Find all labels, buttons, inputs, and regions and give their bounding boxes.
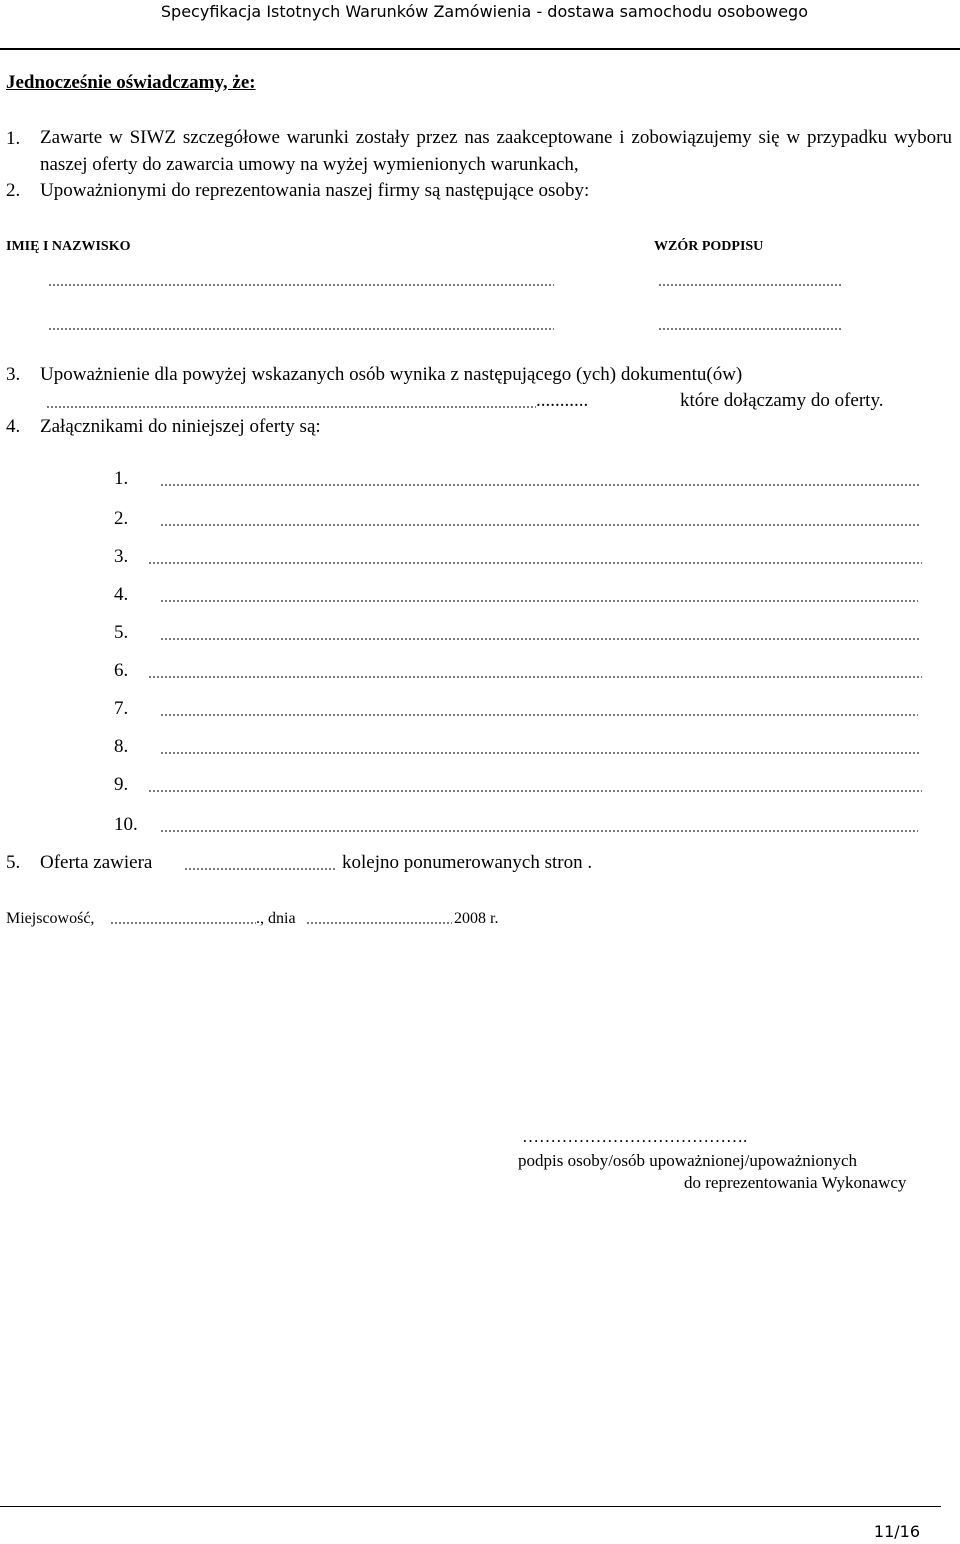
attachment-1-number: 1. bbox=[114, 468, 129, 489]
attachment-4-number: 4. bbox=[114, 584, 129, 605]
attachment-8-line bbox=[160, 752, 920, 754]
header-title: Specyfikacja Istotnych Warunków Zamówienia - dostawa samochodu osobowego bbox=[160, 2, 808, 21]
attachment-3-line bbox=[148, 562, 922, 564]
attachment-5-number: 5. bbox=[114, 622, 129, 643]
date-line bbox=[306, 922, 452, 924]
signature-line-1 bbox=[658, 284, 842, 286]
attachment-9-line bbox=[148, 790, 922, 792]
place-label: Miejscowość, bbox=[6, 910, 95, 927]
date-label: ., dnia bbox=[256, 910, 296, 927]
attachment-9-number: 9. bbox=[114, 774, 129, 795]
item-3-text: Upoważnienie dla powyżej wskazanych osób wynika z następującego (ych) dokumentu(ów) bbox=[40, 364, 743, 385]
item-1-number: 1. bbox=[6, 128, 21, 149]
attachment-7-line bbox=[160, 714, 918, 716]
signature-dots: …………………………………. bbox=[522, 1127, 748, 1146]
item-4-number: 4. bbox=[6, 416, 21, 437]
attachment-2-line bbox=[160, 524, 920, 526]
attachment-3-number: 3. bbox=[114, 546, 129, 567]
document-dots: ........... bbox=[536, 390, 589, 411]
signature-caption-2: do reprezentowania Wykonawcy bbox=[684, 1173, 907, 1192]
attachment-10-line bbox=[160, 830, 918, 832]
attachment-7-number: 7. bbox=[114, 698, 129, 719]
item-5-number: 5. bbox=[6, 852, 21, 873]
page-header bbox=[0, 0, 960, 50]
attachment-2-number: 2. bbox=[114, 508, 129, 529]
item-2-text: Upoważnionymi do reprezentowania naszej firmy są następujące osoby: bbox=[40, 180, 590, 201]
item-2-number: 2. bbox=[6, 180, 21, 201]
year-label: 2008 r. bbox=[454, 910, 499, 927]
name-line-2 bbox=[48, 328, 554, 330]
item-1-text: Zawarte w SIWZ szczegółowe warunki zostały przez nas zaakceptowane i zobowiązujemy się w przypadku wyboru naszej oferty do zawarcia umowy na wyżej wymienionych warunkach, bbox=[40, 127, 952, 175]
page-number: 11/16 bbox=[873, 1522, 920, 1541]
item-5-prefix: Oferta zawiera bbox=[40, 852, 153, 873]
footer-rule bbox=[0, 1506, 941, 1507]
page-count-line bbox=[184, 868, 336, 870]
attachment-6-line bbox=[148, 676, 922, 678]
document-line bbox=[46, 406, 536, 408]
name-line-1 bbox=[48, 284, 554, 286]
attachment-8-number: 8. bbox=[114, 736, 129, 757]
attachment-10-number: 10. bbox=[114, 814, 138, 835]
attachment-5-line bbox=[160, 638, 920, 640]
attachment-6-number: 6. bbox=[114, 660, 129, 681]
item-4-text: Załącznikami do niniejszej oferty są: bbox=[40, 416, 321, 437]
name-column-label: IMIĘ I NAZWISKO bbox=[6, 239, 131, 254]
signature-line-2 bbox=[658, 328, 842, 330]
item-3-tail: które dołączamy do oferty. bbox=[680, 390, 884, 411]
attachment-1-line bbox=[160, 484, 920, 486]
signature-column-label: WZÓR PODPISU bbox=[654, 239, 764, 254]
item-3-number: 3. bbox=[6, 364, 21, 385]
signature-caption-1: podpis osoby/osób upoważnionej/upoważnionych bbox=[518, 1151, 858, 1170]
attachment-4-line bbox=[160, 600, 918, 602]
place-line bbox=[110, 922, 256, 924]
item-5-suffix: kolejno ponumerowanych stron . bbox=[342, 852, 593, 873]
section-heading: Jednocześnie oświadczamy, że: bbox=[6, 72, 256, 93]
